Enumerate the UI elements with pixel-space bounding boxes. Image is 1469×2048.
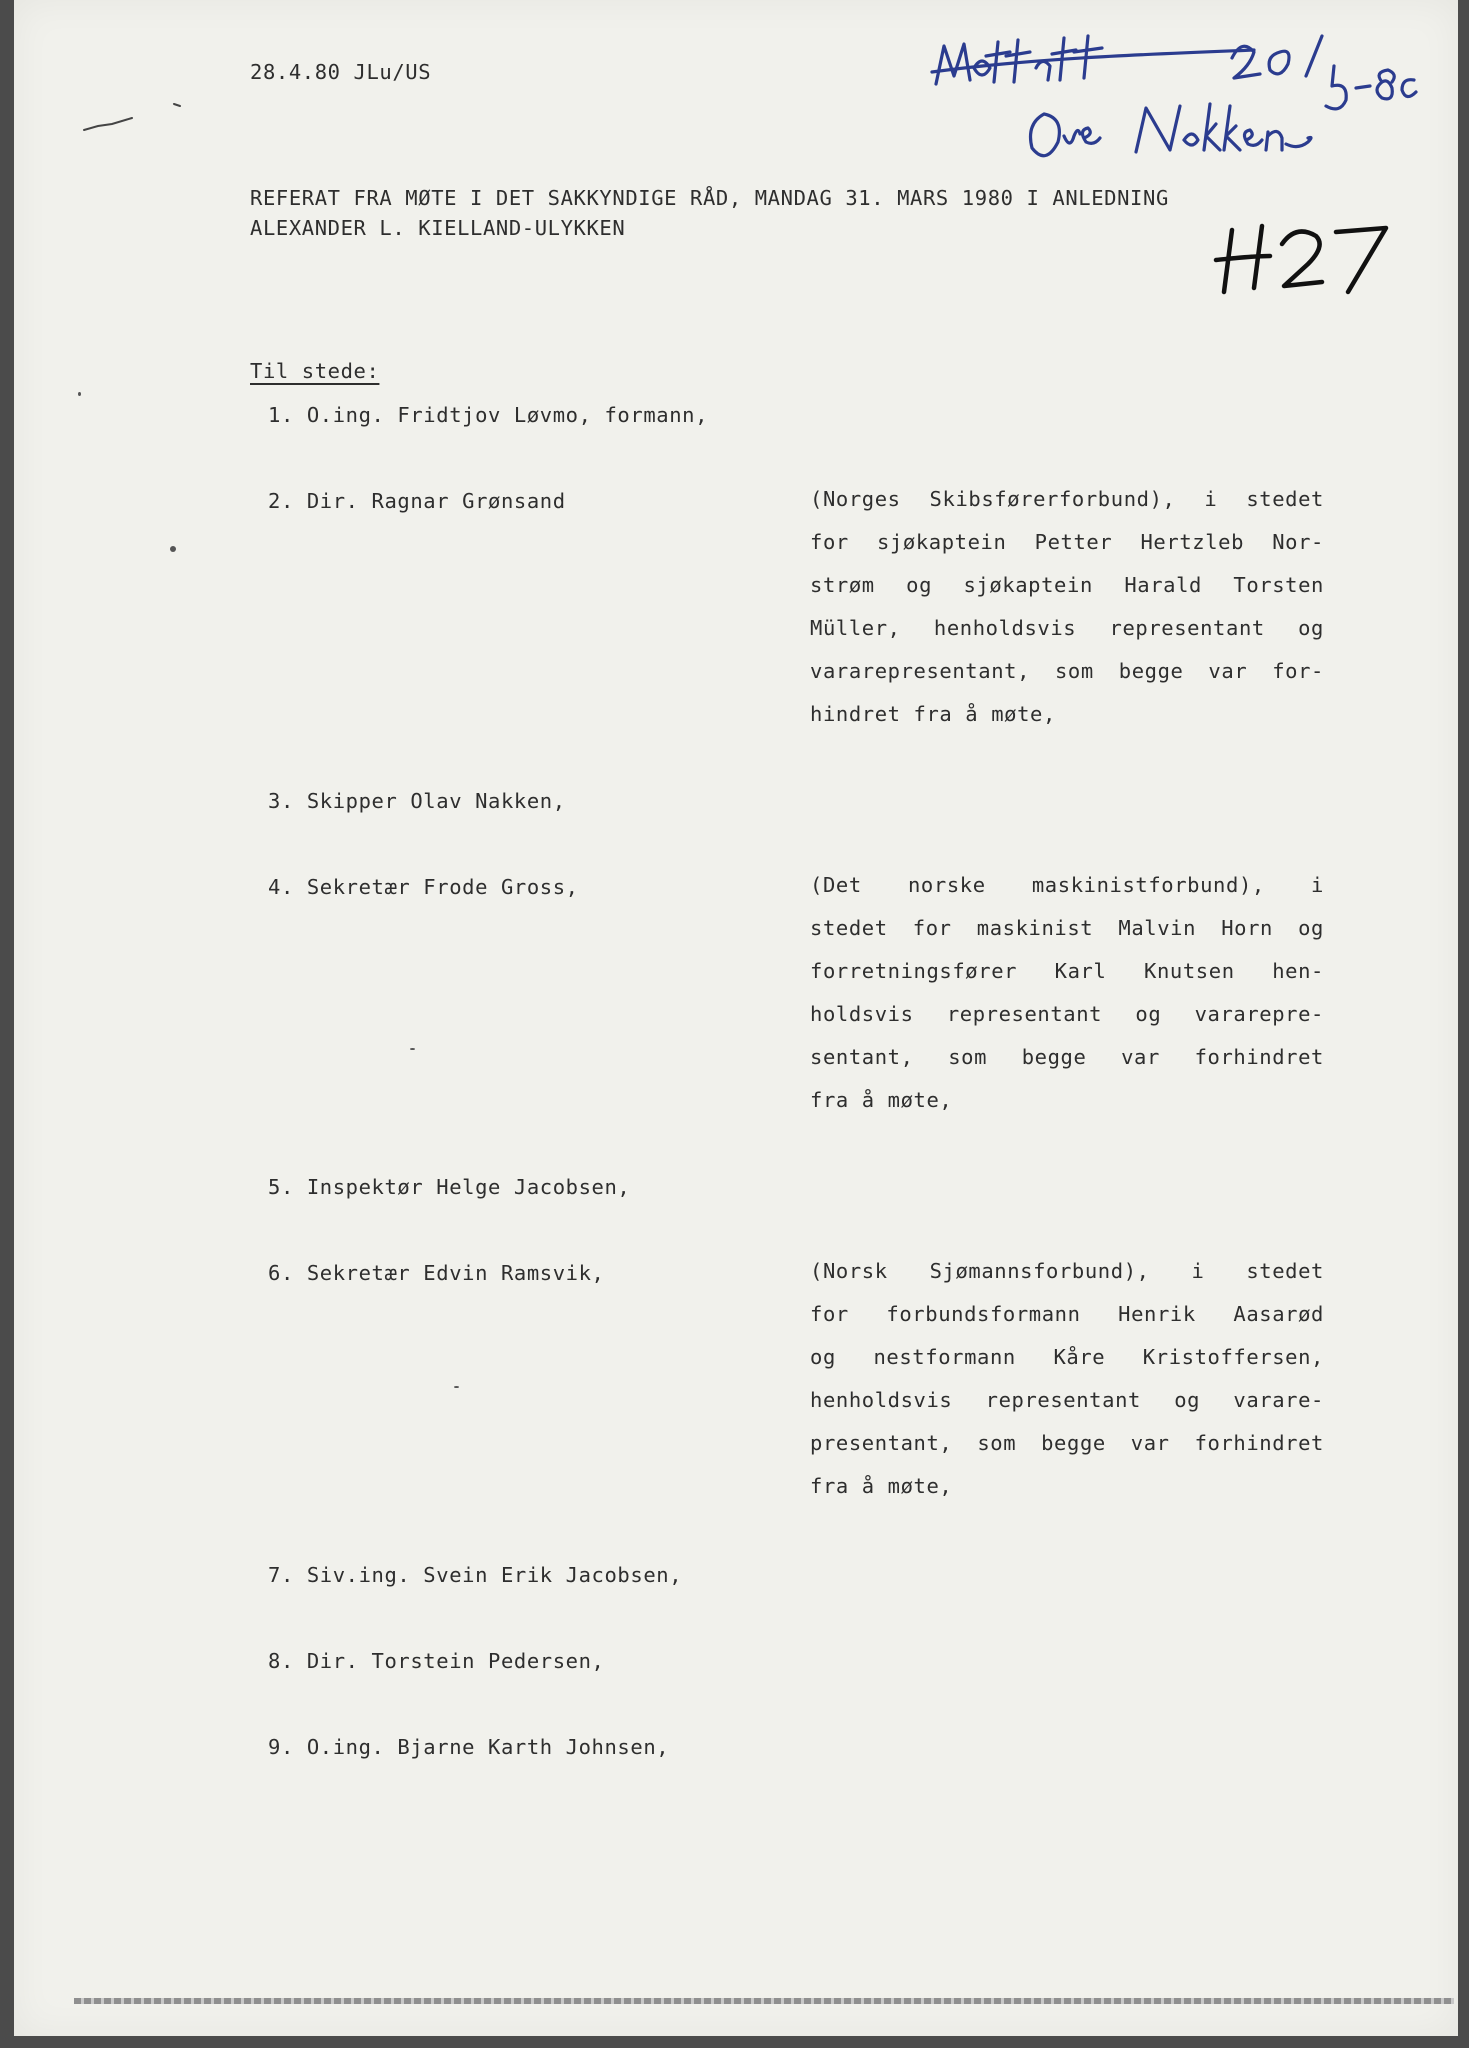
note-line: (Norsk Sjømannsforbund), i stedet bbox=[810, 1259, 1324, 1283]
received-handwriting bbox=[914, 28, 1434, 178]
note-line: og nestformann Kåre Kristoffersen, bbox=[810, 1345, 1324, 1369]
note-line: stedet for maskinist Malvin Horn og bbox=[810, 916, 1324, 940]
paper-speck bbox=[410, 1048, 415, 1050]
attendee-8: 8. Dir. Torstein Pedersen, bbox=[268, 1649, 605, 1673]
note-line: for forbundsformann Henrik Aasarød bbox=[810, 1302, 1324, 1326]
note-line: sentant, som begge var forhindret bbox=[810, 1045, 1324, 1069]
document-page bbox=[14, 0, 1458, 2036]
attendee-6-note bbox=[810, 1250, 1324, 1508]
attendee-2-note bbox=[810, 478, 1324, 736]
document-reference: 28.4.80 JLu/US bbox=[250, 60, 432, 84]
note-line: holdsvis representant og vararepre- bbox=[810, 1002, 1324, 1026]
note-line: (Det norske maskinistforbund), i bbox=[810, 873, 1324, 897]
attendee-3: 3. Skipper Olav Nakken, bbox=[268, 789, 566, 813]
attendee-2: 2. Dir. Ragnar Grønsand bbox=[268, 489, 566, 513]
note-line: presentant, som begge var forhindret bbox=[810, 1431, 1324, 1455]
paper-speck bbox=[454, 1386, 459, 1388]
note-line: fra å møte, bbox=[810, 1474, 953, 1498]
attendee-9: 9. O.ing. Bjarne Karth Johnsen, bbox=[268, 1735, 670, 1759]
attendee-6: 6. Sekretær Edvin Ramsvik, bbox=[268, 1261, 605, 1285]
note-line: fra å møte, bbox=[810, 1088, 953, 1112]
note-line: Müller, henholdsvis representant og bbox=[810, 616, 1324, 640]
paper-speck bbox=[78, 392, 81, 396]
attendee-1: 1. O.ing. Fridtjov Løvmo, formann, bbox=[268, 403, 709, 427]
attendee-5: 5. Inspektør Helge Jacobsen, bbox=[268, 1175, 631, 1199]
note-line: for sjøkaptein Petter Hertzleb Nor- bbox=[810, 530, 1324, 554]
attendee-7: 7. Siv.ing. Svein Erik Jacobsen, bbox=[268, 1563, 683, 1587]
attendees-heading: Til stede: bbox=[250, 359, 380, 383]
note-line: forretningsfører Karl Knutsen hen- bbox=[810, 959, 1324, 983]
note-line: vararepresentant, som begge var for- bbox=[810, 659, 1324, 683]
pencil-mark bbox=[80, 96, 190, 136]
document-title-line2: ALEXANDER L. KIELLAND-ULYKKEN bbox=[250, 216, 626, 240]
attendee-4: 4. Sekretær Frode Gross, bbox=[268, 875, 579, 899]
document-title: REFERAT FRA MØTE I DET SAKKYNDIGE RÅD, MANDAG 31. MARS 1980 I ANLEDNING bbox=[250, 186, 1169, 210]
attendee-4-note bbox=[810, 864, 1324, 1122]
note-line: hindret fra å møte, bbox=[810, 702, 1056, 726]
paper-speck bbox=[170, 546, 176, 552]
note-line: henholdsvis representant og varare- bbox=[810, 1388, 1324, 1412]
page-edge-strip bbox=[74, 1998, 1454, 2004]
note-line: (Norges Skibsførerforbund), i stedet bbox=[810, 487, 1324, 511]
note-line: strøm og sjøkaptein Harald Torsten bbox=[810, 573, 1324, 597]
